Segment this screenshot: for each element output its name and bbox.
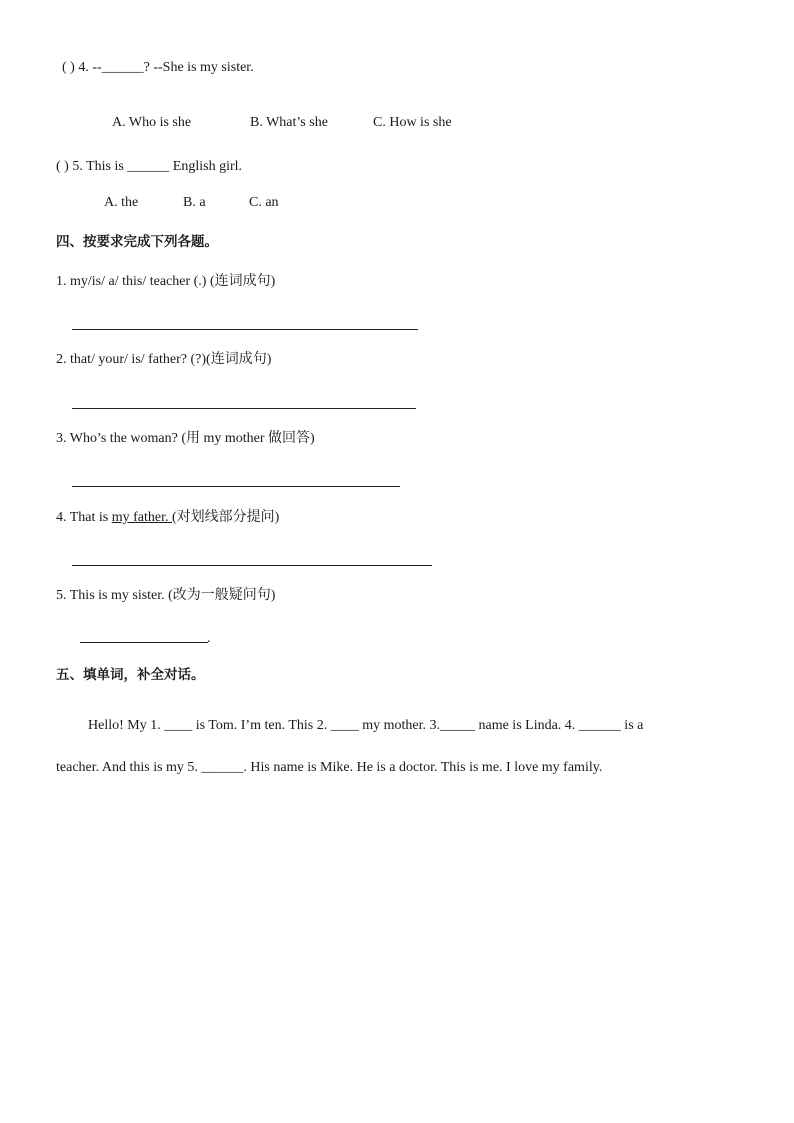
section-4-item-3: 3. Who’s the woman? (用 my mother 做回答) [56, 431, 315, 446]
answer-line-4 [72, 565, 432, 566]
section-4-item-1: 1. my/is/ a/ this/ teacher (.) (连词成句) [56, 274, 276, 289]
question-4-option-b: B. What’s she [250, 115, 328, 130]
question-5-option-b: B. a [183, 195, 206, 210]
section-5-heading: 五、填单词，补全对话。 [56, 667, 205, 683]
dialogue-line-1: Hello! My 1. ____ is Tom. I’m ten. This 2. ____ my mother. 3._____ name is Linda. 4. ______ is a [88, 718, 644, 733]
dialogue-line-2: teacher. And this is my 5. ______. His name is Mike. He is a doctor. This is me. I love my family. [56, 760, 603, 775]
question-5-stem: ( ) 5. This is ______ English girl. [56, 159, 243, 174]
answer-line-3 [72, 486, 400, 487]
question-4-stem: ( ) 4. --______? --She is my sister. [62, 60, 254, 75]
section-4-heading: 四、按要求完成下列各题。 [56, 234, 218, 250]
answer-line-5-period: . [207, 631, 211, 646]
question-4-option-a: A. Who is she [112, 115, 192, 130]
section-4-item-4 [56, 509, 279, 527]
section-4-item-5: 5. This is my sister. (改为一般疑问句) [56, 588, 276, 603]
answer-line-1 [72, 329, 418, 330]
question-4-option-c: C. How is she [373, 115, 452, 130]
section-4-item-2: 2. that/ your/ is/ father? (?)(连词成句) [56, 352, 272, 367]
item-4-instruction: (对划线部分提问) [172, 510, 280, 525]
item-4-underlined-phrase: my father. [111, 510, 173, 525]
question-5-option-c: C. an [249, 195, 279, 210]
answer-line-2 [72, 408, 416, 409]
item-4-text: 4. That is [56, 510, 112, 525]
answer-line-5 [80, 642, 208, 643]
question-5-option-a: A. the [104, 195, 139, 210]
